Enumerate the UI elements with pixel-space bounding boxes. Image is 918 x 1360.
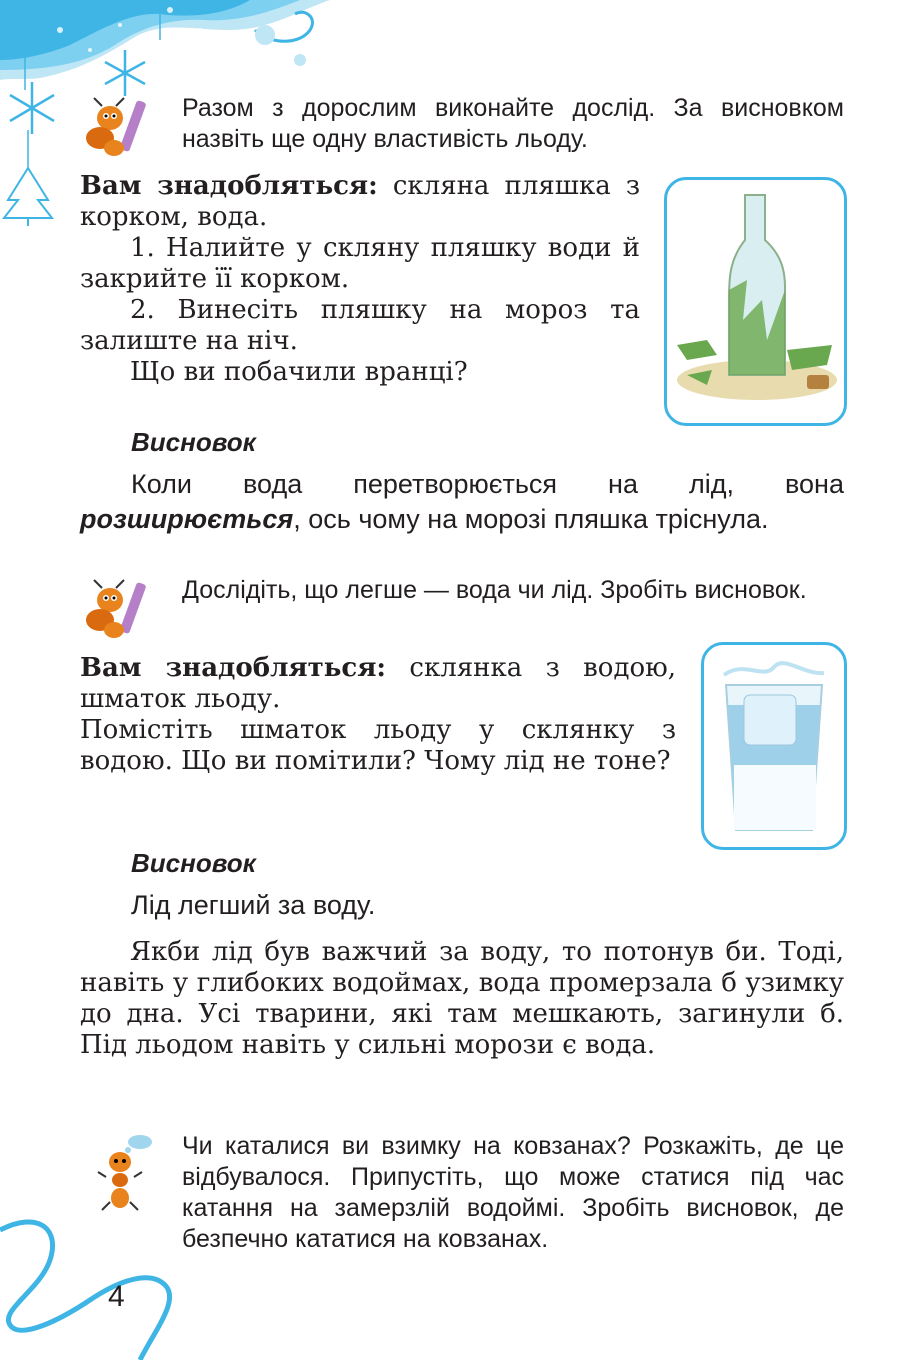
step-1: 1. Налийте у скляну пляшку води й закрийте її корком. <box>80 233 640 294</box>
task1-text: Разом з дорослим виконайте дослід. За висновком назвіть ще одну властивість льоду. <box>182 94 844 153</box>
experiment1 <box>80 171 640 388</box>
christmas-tree-icon <box>4 168 52 226</box>
glass-with-ice-image <box>701 642 847 850</box>
conclusion1-text: Коли вода перетворюється на лід, вона розширюється, ось чому на морозі пляшка тріснула. <box>80 469 844 534</box>
conclusion2-heading: Висновок <box>131 848 256 878</box>
snowflake-icon <box>105 50 145 96</box>
footer-swirl-decoration <box>0 1210 200 1360</box>
broken-bottle-image <box>664 177 847 426</box>
needs-text: скляна пляшка з корком, вода. <box>80 171 641 232</box>
conclusion2-text: Лід легший за воду. <box>131 890 376 920</box>
experiment2 <box>80 653 676 777</box>
step-2: 2. Винесіть пляшку на мороз та залиште на ніч. <box>80 295 640 356</box>
needs-label: Вам знадобляться: <box>80 171 378 201</box>
ant-thinking-icon <box>96 1132 156 1212</box>
needs-text: склянка з водою, шматок льоду. <box>80 653 677 714</box>
needs-label: Вам знадобляться: <box>80 653 386 683</box>
emphasis-word: розширюється <box>80 504 294 534</box>
conclusion2-paragraph: Якби лід був важчий за воду, то потонув би. Тоді, навіть у глибоких водоймах, вода промерзала б узимку до дна. Усі тварини, які там мешкають, загинули б. Під льодом навіть у сильні морози є вода. <box>80 937 844 1060</box>
ant-pencil-icon <box>80 578 150 644</box>
task2-text: Дослідіть, що легше — вода чи лід. Зробіть висновок. <box>182 576 807 604</box>
question: Що ви побачили вранці? <box>130 357 468 387</box>
instruction: Помістіть шматок льоду у склянку з водою. Що ви помітили? Чому лід не тоне? <box>80 715 676 776</box>
conclusion1-heading: Висновок <box>131 427 256 457</box>
page-number: 4 <box>108 1280 125 1313</box>
ant-pencil-icon <box>80 96 150 162</box>
task3-text: Чи каталися ви взимку на ковзанах? Розкажіть, де це відбувалося. Припустіть, що може статися під час катання на замерзлій водоймі. Зробіть висновок, де безпечно кататися на ковзанах. <box>182 1132 844 1253</box>
